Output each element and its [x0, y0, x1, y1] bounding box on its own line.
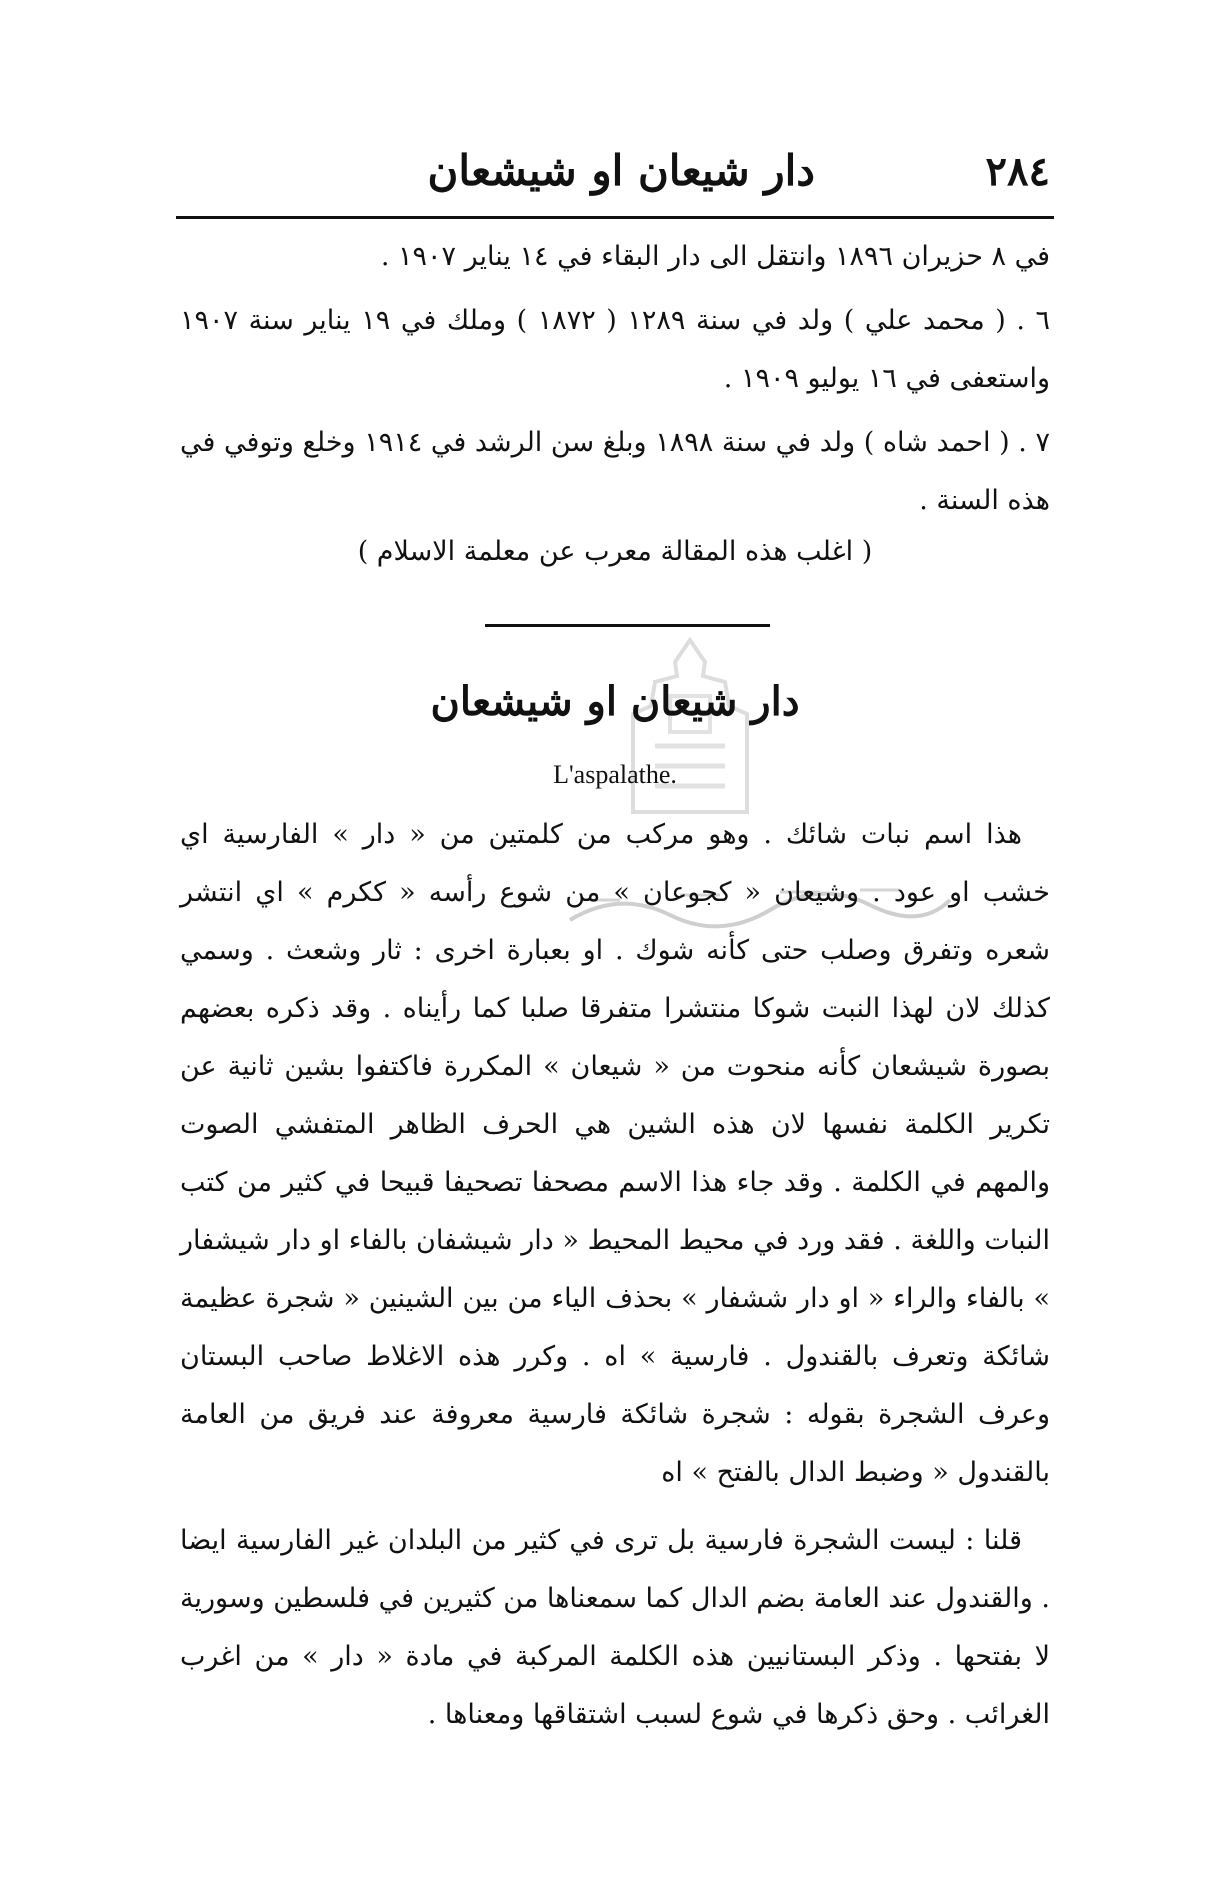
list-item-6: ٦ . ( محمد علي ) ولد في سنة ١٢٨٩ ( ١٨٧٢ ) وملك في ١٩ يناير سنة ١٩٠٧ واستعفى في ١٦ يوليو ١٩٠٩ .	[180, 305, 1050, 394]
running-title: دار شيعان او شيشعان	[427, 146, 815, 195]
page-header	[180, 140, 1050, 210]
paragraph: قلنا : ليست الشجرة فارسية بل ترى في كثير من البلدان غير الفارسية ايضا . والقندول عند العامة بضم الدال كما سمعناها من كثيرين في فلسطين وسورية لا بفتحها . وذكر البستانيين هذه الكلمة المركبة في مادة « دار » من اغرب الغرائب . وحق ذكرها في شوع لسبب اشتقاقها ومعناها .	[180, 1525, 1050, 1730]
list-item-7: ٧ . ( احمد شاه ) ولد في سنة ١٨٩٨ وبلغ سن الرشد في ١٩١٤ وخلع وتوفي في هذه السنة .	[180, 427, 1050, 516]
latin-title: L'aspalathe.	[553, 760, 677, 789]
article-body	[180, 806, 1050, 1744]
source-note: ( اغلب هذه المقالة معرب عن معلمة الاسلام )	[357, 536, 873, 567]
page-number: ٢٨٤	[985, 148, 1050, 195]
continuation-line: في ٨ حزيران ١٨٩٦ وانتقل الى دار البقاء في ١٤ يناير ١٩٠٧ .	[380, 241, 1050, 272]
top-section	[180, 228, 1050, 530]
section-divider	[485, 624, 770, 627]
paragraph: هذا اسم نبات شائك . وهو مركب من كلمتين من « دار » الفارسية اي خشب او عود . وشيعان « كجوعان » من شوع رأسه « ككرم » اي انتشر شعره وتفرق وصلب حتى كأنه شوك . او بعبارة اخرى : ثار وشعث . وسمي كذلك لان لهذا النبت شوكا منتشرا متفرقا صلبا كما رأيناه . وقد ذكره بعضهم بصورة شيشعان كأنه منحوت من « شيعان » المكررة فاكتفوا بشين ثانية عن تكرير الكلمة نفسها لان هذه الشين هي الحرف الظاهر المتفشي الصوت والمهم في الكلمة . وقد جاء هذا الاسم مصحفا تصحيفا قبيحا في كثير من كتب النبات واللغة . فقد ورد في محيط المحيط « دار شيشفان بالفاء او دار شيشفار » بالفاء والراء « او دار ششفار » بحذف الياء من بين الشينين « شجرة عظيمة شائكة وتعرف بالقندول . فارسية » اه . وكرر هذه الاغلاط صاحب البستان وعرف الشجرة بقوله : شجرة شائكة فارسية معروفة عند فريق من العامة بالقندول « وضبط الدال بالفتح » اه	[180, 819, 1050, 1488]
header-rule	[176, 216, 1054, 219]
article-title: دار شيعان او شيشعان	[430, 678, 800, 725]
